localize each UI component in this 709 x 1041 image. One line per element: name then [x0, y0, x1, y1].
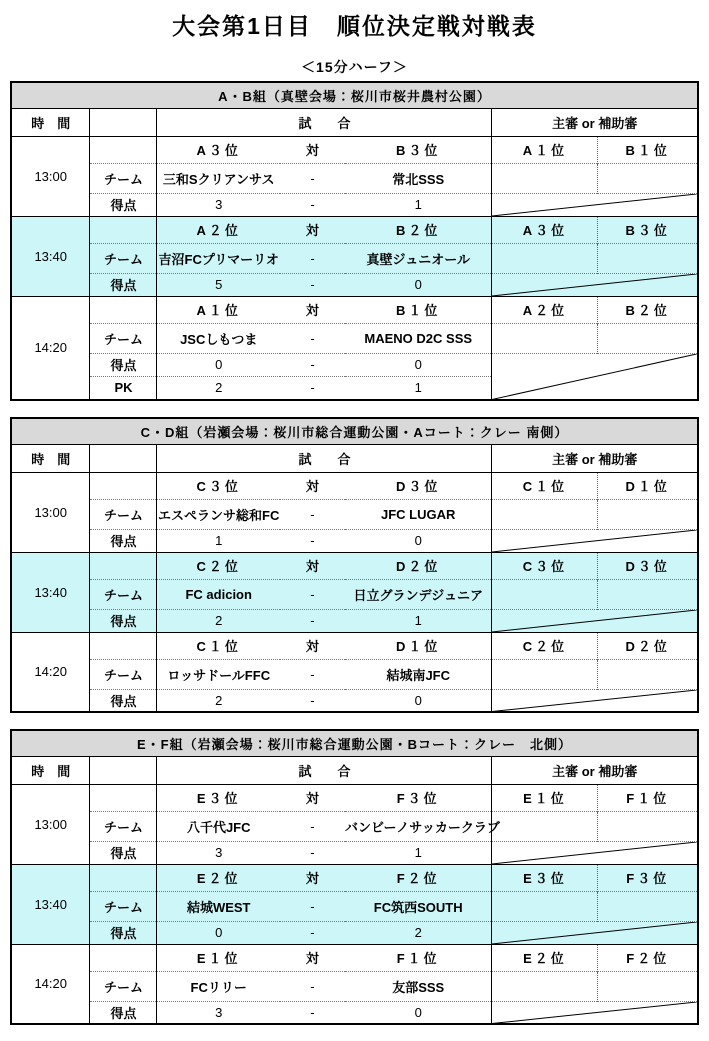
col-header-match: 試 合	[157, 444, 492, 472]
score-row-label: 得点	[90, 841, 157, 864]
vs-label: 対	[280, 784, 345, 811]
left-referee: E１位	[492, 784, 598, 811]
row-label-blank	[90, 784, 157, 811]
match-time: 13:40	[11, 216, 90, 296]
diagonal-line	[492, 922, 697, 944]
away-rank: D１位	[345, 632, 492, 659]
team-row-label: チーム	[90, 891, 157, 921]
away-rank: F１位	[345, 944, 492, 971]
away-pk: 1	[345, 376, 492, 400]
match-time: 14:20	[11, 632, 90, 712]
group-title: C・D組（岩瀬会場：桜川市総合運動公園・Aコート：クレー 南側）	[11, 418, 698, 444]
home-score: 5	[157, 273, 280, 296]
vs-label: 対	[280, 472, 345, 499]
score-row-label: 得点	[90, 921, 157, 944]
left-referee: C２位	[492, 632, 598, 659]
group-title: E・F組（岩瀬会場：桜川市総合運動公園・Bコート：クレー 北側）	[11, 730, 698, 756]
dash: -	[280, 921, 345, 944]
left-referee: C１位	[492, 472, 598, 499]
right-referee-blank	[598, 243, 698, 273]
score-row-label: 得点	[90, 529, 157, 552]
diagonal-line	[492, 354, 697, 400]
home-score: 0	[157, 353, 280, 376]
away-rank: D３位	[345, 472, 492, 499]
right-referee: F２位	[598, 944, 698, 971]
col-header-time: 時 間	[11, 444, 90, 472]
team-row-label: チーム	[90, 971, 157, 1001]
left-referee-blank	[492, 579, 598, 609]
team-row-label: チーム	[90, 659, 157, 689]
diagonal-line	[492, 1002, 697, 1024]
dash: -	[280, 273, 345, 296]
score-row-label: 得点	[90, 353, 157, 376]
right-referee-blank	[598, 891, 698, 921]
row-label-blank	[90, 944, 157, 971]
vs-label: 対	[280, 864, 345, 891]
left-referee: A２位	[492, 296, 598, 323]
away-score: 0	[345, 353, 492, 376]
dash: -	[280, 243, 345, 273]
match-time: 13:40	[11, 552, 90, 632]
dash: -	[280, 193, 345, 216]
col-header-time: 時 間	[11, 108, 90, 136]
match-time: 13:00	[11, 784, 90, 864]
team-row-label: チーム	[90, 579, 157, 609]
home-score: 3	[157, 193, 280, 216]
referee-diagonal-cell	[492, 689, 698, 712]
away-score: 1	[345, 841, 492, 864]
vs-label: 対	[280, 136, 345, 163]
col-header-match: 試 合	[157, 108, 492, 136]
dash: -	[280, 891, 345, 921]
dash: -	[280, 609, 345, 632]
dash: -	[280, 579, 345, 609]
away-rank: F３位	[345, 784, 492, 811]
col-header-referee: 主審 or 補助審	[492, 108, 698, 136]
vs-label: 対	[280, 216, 345, 243]
match-time: 13:00	[11, 472, 90, 552]
referee-diagonal-cell	[492, 273, 698, 296]
right-referee-blank	[598, 499, 698, 529]
score-row-label: 得点	[90, 273, 157, 296]
right-referee: D１位	[598, 472, 698, 499]
left-referee: A３位	[492, 216, 598, 243]
team-row-label: チーム	[90, 323, 157, 353]
dash: -	[280, 971, 345, 1001]
home-pk: 2	[157, 376, 280, 400]
right-referee-blank	[598, 659, 698, 689]
col-header-referee: 主審 or 補助審	[492, 756, 698, 784]
left-referee: C３位	[492, 552, 598, 579]
dash: -	[280, 659, 345, 689]
away-team: JFC LUGAR	[345, 499, 492, 529]
home-team: FCリリー	[157, 971, 280, 1001]
left-referee-blank	[492, 243, 598, 273]
away-team: MAENO D2C SSS	[345, 323, 492, 353]
group-title: A・B組（真壁会場：桜川市桜井農村公園）	[11, 82, 698, 108]
dash: -	[280, 376, 345, 400]
home-rank: E１位	[157, 944, 280, 971]
away-rank: B３位	[345, 136, 492, 163]
left-referee-blank	[492, 163, 598, 193]
diagonal-line	[492, 194, 697, 216]
dash: -	[280, 499, 345, 529]
team-row-label: チーム	[90, 811, 157, 841]
away-team: 常北SSS	[345, 163, 492, 193]
dash: -	[280, 1001, 345, 1024]
right-referee: B１位	[598, 136, 698, 163]
group-table-ef	[10, 729, 699, 1025]
away-team: FC筑西SOUTH	[345, 891, 492, 921]
vs-label: 対	[280, 632, 345, 659]
away-score: 0	[345, 529, 492, 552]
away-score: 0	[345, 1001, 492, 1024]
referee-diagonal-cell	[492, 921, 698, 944]
home-score: 0	[157, 921, 280, 944]
referee-diagonal-cell	[492, 1001, 698, 1024]
home-team: エスペランサ総和FC	[157, 499, 280, 529]
right-referee-blank	[598, 163, 698, 193]
left-referee-blank	[492, 971, 598, 1001]
diagonal-line	[492, 842, 697, 864]
row-label-blank	[90, 136, 157, 163]
home-rank: E３位	[157, 784, 280, 811]
team-row-label: チーム	[90, 499, 157, 529]
col-header-blank	[90, 108, 157, 136]
row-label-blank	[90, 296, 157, 323]
dash: -	[280, 323, 345, 353]
home-rank: E２位	[157, 864, 280, 891]
col-header-referee: 主審 or 補助審	[492, 444, 698, 472]
home-rank: C２位	[157, 552, 280, 579]
right-referee-blank	[598, 579, 698, 609]
left-referee-blank	[492, 811, 598, 841]
away-rank: B２位	[345, 216, 492, 243]
dash: -	[280, 163, 345, 193]
half-length-note: ＜15分ハーフ＞	[301, 59, 408, 75]
home-team: ロッサドールFFC	[157, 659, 280, 689]
match-time: 13:40	[11, 864, 90, 944]
home-score: 2	[157, 689, 280, 712]
away-rank: B１位	[345, 296, 492, 323]
home-rank: A１位	[157, 296, 280, 323]
row-label-blank	[90, 216, 157, 243]
referee-diagonal-cell	[492, 841, 698, 864]
col-header-blank	[90, 756, 157, 784]
diagonal-line	[492, 610, 697, 632]
col-header-time: 時 間	[11, 756, 90, 784]
group-table-cd	[10, 417, 699, 713]
referee-diagonal-cell	[492, 353, 698, 400]
match-time: 14:20	[11, 296, 90, 400]
score-row-label: 得点	[90, 1001, 157, 1024]
dash: -	[280, 689, 345, 712]
home-rank: C３位	[157, 472, 280, 499]
right-referee: D２位	[598, 632, 698, 659]
home-team: 八千代JFC	[157, 811, 280, 841]
row-label-blank	[90, 632, 157, 659]
col-header-blank	[90, 444, 157, 472]
team-row-label: チーム	[90, 243, 157, 273]
left-referee: E３位	[492, 864, 598, 891]
diagonal-line	[492, 690, 697, 712]
row-label-blank	[90, 864, 157, 891]
away-score: 1	[345, 193, 492, 216]
away-score: 2	[345, 921, 492, 944]
score-row-label: 得点	[90, 193, 157, 216]
right-referee-blank	[598, 323, 698, 353]
right-referee: D３位	[598, 552, 698, 579]
diagonal-line	[492, 274, 697, 296]
score-row-label: 得点	[90, 609, 157, 632]
left-referee-blank	[492, 323, 598, 353]
right-referee-blank	[598, 811, 698, 841]
left-referee-blank	[492, 891, 598, 921]
dash: -	[280, 811, 345, 841]
away-team: 真壁ジュニオール	[345, 243, 492, 273]
referee-diagonal-cell	[492, 529, 698, 552]
dash: -	[280, 529, 345, 552]
vs-label: 対	[280, 296, 345, 323]
left-referee: E２位	[492, 944, 598, 971]
left-referee-blank	[492, 659, 598, 689]
home-score: 1	[157, 529, 280, 552]
match-time: 14:20	[11, 944, 90, 1024]
dash: -	[280, 841, 345, 864]
home-score: 3	[157, 841, 280, 864]
home-team: 結城WEST	[157, 891, 280, 921]
right-referee: F３位	[598, 864, 698, 891]
home-team: 吉沼FCプリマーリオ	[157, 243, 280, 273]
col-header-match: 試 合	[157, 756, 492, 784]
vs-label: 対	[280, 944, 345, 971]
row-label-blank	[90, 552, 157, 579]
pk-row-label: PK	[90, 376, 157, 400]
page-title: 大会第1日目 順位決定戦対戦表	[172, 13, 537, 39]
away-score: 0	[345, 273, 492, 296]
away-team: 日立グランデジュニア	[345, 579, 492, 609]
left-referee: A１位	[492, 136, 598, 163]
away-team: 結城南JFC	[345, 659, 492, 689]
home-rank: C１位	[157, 632, 280, 659]
home-rank: A２位	[157, 216, 280, 243]
away-team: バンビーノサッカークラブ	[345, 811, 492, 841]
score-row-label: 得点	[90, 689, 157, 712]
home-score: 2	[157, 609, 280, 632]
right-referee-blank	[598, 971, 698, 1001]
home-team: 三和Sクリアンサス	[157, 163, 280, 193]
match-time: 13:00	[11, 136, 90, 216]
group-table-ab	[10, 81, 699, 401]
right-referee: B３位	[598, 216, 698, 243]
right-referee: B２位	[598, 296, 698, 323]
away-team: 友部SSS	[345, 971, 492, 1001]
home-team: FC adicion	[157, 579, 280, 609]
diagonal-line	[492, 530, 697, 552]
referee-diagonal-cell	[492, 193, 698, 216]
away-score: 1	[345, 609, 492, 632]
away-rank: D２位	[345, 552, 492, 579]
referee-diagonal-cell	[492, 609, 698, 632]
row-label-blank	[90, 472, 157, 499]
home-rank: A３位	[157, 136, 280, 163]
left-referee-blank	[492, 499, 598, 529]
home-score: 3	[157, 1001, 280, 1024]
right-referee: F１位	[598, 784, 698, 811]
away-rank: F２位	[345, 864, 492, 891]
away-score: 0	[345, 689, 492, 712]
vs-label: 対	[280, 552, 345, 579]
team-row-label: チーム	[90, 163, 157, 193]
dash: -	[280, 353, 345, 376]
home-team: JSCしもつま	[157, 323, 280, 353]
